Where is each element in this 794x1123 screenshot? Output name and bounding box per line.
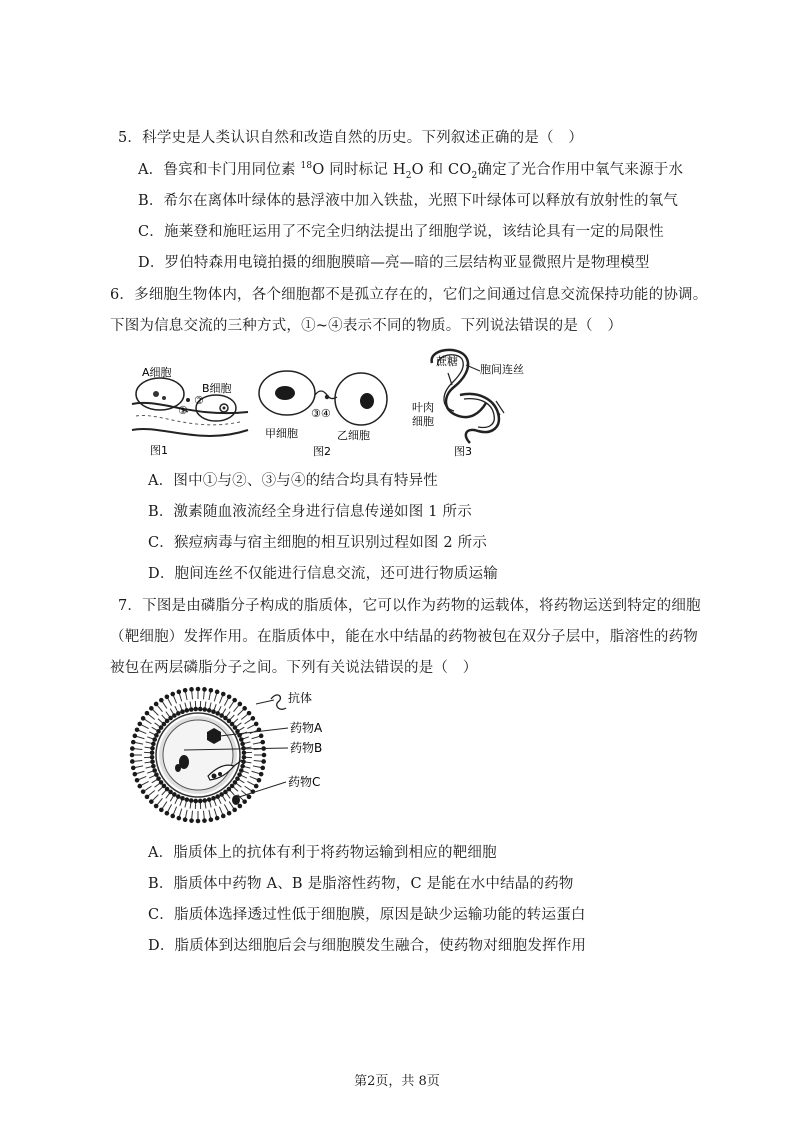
fig3-leaf-label2: 细胞 (412, 415, 434, 428)
q5-option-d: D．罗伯特森用电镜拍摄的细胞膜暗—亮—暗的三层结构亚显微照片是物理模型 (138, 255, 650, 271)
q6-stem-line2: 下图为信息交流的三种方式，①~④表示不同的物质。下列说法错误的是（ ） (110, 318, 623, 334)
q7-option-a: A．脂质体上的抗体有利于将药物运输到相应的靶细胞 (148, 845, 497, 861)
drug-b-label: 药物B (290, 741, 323, 755)
drug-c-label: 药物C (288, 775, 321, 789)
q5-option-c: C．施莱登和施旺运用了不完全归纳法提出了细胞学说，该结论具有一定的局限性 (138, 224, 664, 240)
fig3-top-label: 蔗糖 (436, 355, 458, 368)
q6-option-c: C．猴痘病毒与宿主细胞的相互识别过程如图 2 所示 (148, 535, 488, 551)
fig2-n34: ③④ (311, 407, 331, 420)
q5-option-b: B．希尔在离体叶绿体的悬浮液中加入铁盐，光照下叶绿体可以释放有放射性的氧气 (138, 193, 679, 209)
antibody-label: 抗体 (288, 691, 313, 705)
q7-stem-line1: 7．下图是由磷脂分子构成的脂质体，它可以作为药物的运载体，将药物运送到特定的细胞 (118, 598, 701, 614)
q7-option-c: C．脂质体选择透过性低于细胞膜，原因是缺少运输功能的转运蛋白 (148, 907, 586, 923)
q7-option-d: D．脂质体到达细胞后会与细胞膜发生融合，使药物对细胞发挥作用 (148, 938, 587, 954)
q6-option-d: D．胞间连丝不仅能进行信息交流，还可进行物质运输 (148, 566, 498, 582)
drug-a-label: 药物A (290, 721, 323, 735)
fig1-n2: ② (194, 394, 204, 407)
q5-option-a: A．鲁宾和卡门用同位素 $^{18}$O 同时标记 $H_2O$ 和 $CO_2$确定了光合作用中氧气来源于水 (138, 161, 684, 181)
q5-stem: 5．科学史是人类认识自然和改造自然的历史。下列叙述正确的是（ ） (118, 130, 584, 146)
figure-1 (130, 348, 250, 460)
fig1-caption: 图1 (150, 444, 168, 457)
q6-option-b: B．激素随血液流经全身进行信息传递如图 1 所示 (148, 504, 472, 520)
figure-3 (408, 343, 558, 460)
fig1-n1: ① (178, 404, 188, 417)
fig3-leaf-label1: 叶肉 (412, 401, 434, 414)
q7-stem-line2: （靶细胞）发挥作用。在脂质体中，能在水中结晶的药物被包在双分子层中，脂溶性的药物 (110, 629, 698, 645)
page-footer: 第2页，共 8页 (354, 1074, 440, 1089)
q7-stem-line3: 被包在两层磷脂分子之间。下列有关说法错误的是（ ） (110, 660, 478, 676)
fig3-caption: 图3 (454, 445, 472, 458)
fig2-caption: 图2 (313, 445, 331, 458)
figure-2 (255, 365, 405, 460)
liposome-figure (128, 680, 368, 830)
fig2-cell-jia-label: 甲细胞 (265, 427, 298, 440)
fig1-cell-b-label: B细胞 (202, 382, 232, 395)
q6-option-a: A．图中①与②、③与④的结合均具有特异性 (148, 473, 438, 489)
fig2-cell-yi-label: 乙细胞 (337, 429, 370, 442)
fig3-pd-label: 胞间连丝 (480, 363, 524, 376)
fig1-cell-a-label: A细胞 (142, 366, 172, 379)
q6-stem-line1: 6．多细胞生物体内，各个细胞都不是孤立存在的，它们之间通过信息交流保持功能的协调。 (110, 287, 708, 303)
q7-option-b: B．脂质体中药物 A、B 是脂溶性药物，C 是能在水中结晶的药物 (148, 876, 574, 892)
